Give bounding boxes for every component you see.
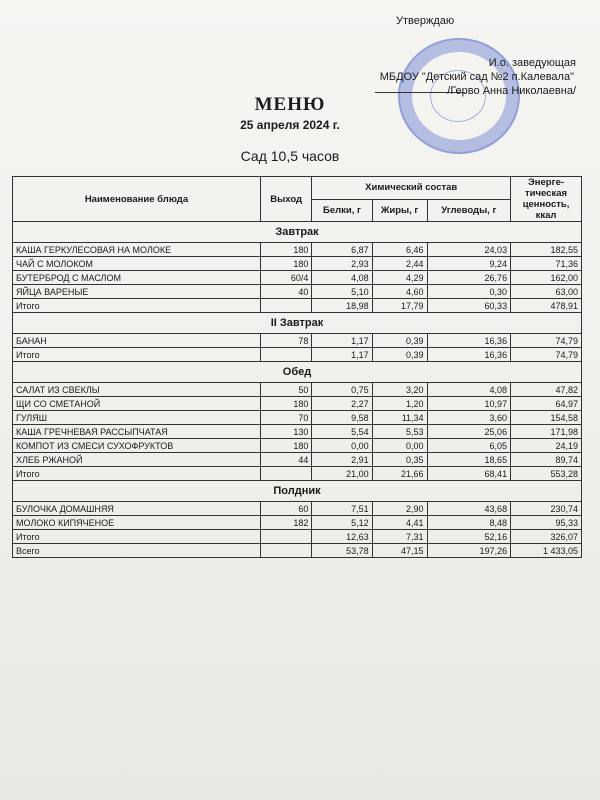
dish-carbs: 9,24 (427, 257, 511, 271)
table-row (13, 425, 582, 439)
dish-name: БУЛОЧКА ДОМАШНЯЯ (13, 502, 261, 516)
dish-name: БАНАН (13, 334, 261, 348)
section-title: Обед (13, 362, 582, 383)
dish-protein: 9,58 (312, 411, 372, 425)
dish-name: КАША ГЕРКУЛЕСОВАЯ НА МОЛОКЕ (13, 243, 261, 257)
dish-fat: 0,39 (372, 334, 427, 348)
table-row (13, 243, 582, 257)
dish-protein: 4,08 (312, 271, 372, 285)
dish-fat: 4,29 (372, 271, 427, 285)
grand-total-row (13, 544, 582, 558)
dish-name: КАША ГРЕЧНЕВАЯ РАССЫПЧАТАЯ (13, 425, 261, 439)
dish-output: 50 (260, 383, 311, 397)
dish-energy: 64,97 (511, 397, 582, 411)
approval-label: Утверждаю (396, 15, 455, 27)
dish-output: 180 (260, 257, 311, 271)
dish-carbs: 25,06 (427, 425, 511, 439)
dish-energy: 171,98 (511, 425, 582, 439)
dish-output: 40 (260, 285, 311, 299)
col-header-fat: Жиры, г (372, 199, 427, 222)
dish-energy: 89,74 (511, 453, 582, 467)
total-energy: 478,91 (511, 299, 582, 313)
dish-carbs: 16,36 (427, 334, 511, 348)
dish-name: ХЛЕБ РЖАНОЙ (13, 453, 261, 467)
dish-protein: 1,17 (312, 334, 372, 348)
table-row (13, 257, 582, 271)
total-carbs: 16,36 (427, 348, 511, 362)
dish-fat: 2,90 (372, 502, 427, 516)
dish-carbs: 3,60 (427, 411, 511, 425)
dish-fat: 0,00 (372, 439, 427, 453)
total-fat: 21,66 (372, 467, 427, 481)
dish-carbs: 43,68 (427, 502, 511, 516)
grand-total-protein: 53,78 (312, 544, 372, 558)
dish-protein: 5,10 (312, 285, 372, 299)
total-output (260, 348, 311, 362)
total-output (260, 530, 311, 544)
total-label: Итого (13, 530, 261, 544)
dish-energy: 63,00 (511, 285, 582, 299)
dish-fat: 1,20 (372, 397, 427, 411)
col-header-energy: Энерге-тическая ценность, ккал (511, 177, 582, 222)
dish-name: БУТЕРБРОД С МАСЛОМ (13, 271, 261, 285)
dish-energy: 71,36 (511, 257, 582, 271)
dish-name: САЛАТ ИЗ СВЕКЛЫ (13, 383, 261, 397)
table-row (13, 383, 582, 397)
dish-protein: 7,51 (312, 502, 372, 516)
table-row (13, 502, 582, 516)
dish-protein: 2,93 (312, 257, 372, 271)
dish-energy: 47,82 (511, 383, 582, 397)
grand-total-output (260, 544, 311, 558)
total-protein: 12,63 (312, 530, 372, 544)
menu-table (12, 176, 582, 558)
table-row (13, 271, 582, 285)
dish-protein: 2,27 (312, 397, 372, 411)
dish-output: 78 (260, 334, 311, 348)
section-title: II Завтрак (13, 313, 582, 334)
group-label: Сад 10,5 часов (240, 148, 340, 164)
dish-output: 70 (260, 411, 311, 425)
dish-name: КОМПОТ ИЗ СМЕСИ СУХОФРУКТОВ (13, 439, 261, 453)
dish-carbs: 6,05 (427, 439, 511, 453)
approval-name: /Герво Анна Николаевна/ (447, 85, 576, 97)
total-carbs: 68,41 (427, 467, 511, 481)
dish-energy: 230,74 (511, 502, 582, 516)
dish-energy: 74,79 (511, 334, 582, 348)
total-output (260, 467, 311, 481)
section-header-row (13, 222, 582, 243)
table-row (13, 516, 582, 530)
total-label: Итого (13, 467, 261, 481)
total-label: Итого (13, 299, 261, 313)
dish-fat: 5,53 (372, 425, 427, 439)
dish-carbs: 26,76 (427, 271, 511, 285)
total-protein: 1,17 (312, 348, 372, 362)
dish-energy: 95,33 (511, 516, 582, 530)
total-fat: 7,31 (372, 530, 427, 544)
col-header-chem: Химический состав (312, 177, 511, 200)
total-row (13, 530, 582, 544)
dish-output: 130 (260, 425, 311, 439)
dish-output: 180 (260, 439, 311, 453)
dish-output: 182 (260, 516, 311, 530)
total-energy: 326,07 (511, 530, 582, 544)
menu-date: 25 апреля 2024 г. (240, 118, 340, 132)
total-fat: 0,39 (372, 348, 427, 362)
dish-protein: 6,87 (312, 243, 372, 257)
dish-name: ЧАЙ С МОЛОКОМ (13, 257, 261, 271)
dish-carbs: 8,48 (427, 516, 511, 530)
grand-total-fat: 47,15 (372, 544, 427, 558)
col-header-carbs: Углеводы, г (427, 199, 511, 222)
dish-carbs: 4,08 (427, 383, 511, 397)
dish-name: ЩИ СО СМЕТАНОЙ (13, 397, 261, 411)
approval-position: И.о. заведующая (488, 57, 576, 69)
grand-total-energy: 1 433,05 (511, 544, 582, 558)
dish-fat: 6,46 (372, 243, 427, 257)
dish-energy: 154,58 (511, 411, 582, 425)
dish-fat: 11,34 (372, 411, 427, 425)
col-header-protein: Белки, г (312, 199, 372, 222)
total-protein: 21,00 (312, 467, 372, 481)
section-header-row (13, 481, 582, 502)
dish-name: МОЛОКО КИПЯЧЕНОЕ (13, 516, 261, 530)
dish-carbs: 10,97 (427, 397, 511, 411)
dish-fat: 3,20 (372, 383, 427, 397)
dish-output: 180 (260, 397, 311, 411)
dish-protein: 0,75 (312, 383, 372, 397)
total-carbs: 60,33 (427, 299, 511, 313)
total-row (13, 348, 582, 362)
col-header-output: Выход (260, 177, 311, 222)
total-label: Итого (13, 348, 261, 362)
total-row (13, 467, 582, 481)
dish-name: ЯЙЦА ВАРЕНЫЕ (13, 285, 261, 299)
dish-fat: 0,35 (372, 453, 427, 467)
dish-protein: 5,54 (312, 425, 372, 439)
dish-carbs: 18,65 (427, 453, 511, 467)
document-title: МЕНЮ (254, 94, 326, 115)
approval-org: МБДОУ "Детский сад №2 п.Калевала" (379, 71, 574, 83)
col-header-name: Наименование блюда (13, 177, 261, 222)
dish-protein: 0,00 (312, 439, 372, 453)
dish-fat: 4,41 (372, 516, 427, 530)
dish-output: 60/4 (260, 271, 311, 285)
table-row (13, 411, 582, 425)
menu-body (13, 222, 582, 558)
section-header-row (13, 313, 582, 334)
dish-protein: 2,91 (312, 453, 372, 467)
section-title: Завтрак (13, 222, 582, 243)
dish-energy: 24,19 (511, 439, 582, 453)
dish-output: 44 (260, 453, 311, 467)
signature-line (375, 92, 465, 93)
total-output (260, 299, 311, 313)
dish-carbs: 24,03 (427, 243, 511, 257)
dish-output: 180 (260, 243, 311, 257)
grand-total-label: Всего (13, 544, 261, 558)
dish-energy: 162,00 (511, 271, 582, 285)
dish-carbs: 0,30 (427, 285, 511, 299)
total-energy: 74,79 (511, 348, 582, 362)
table-row (13, 439, 582, 453)
table-row (13, 453, 582, 467)
total-energy: 553,28 (511, 467, 582, 481)
dish-output: 60 (260, 502, 311, 516)
dish-name: ГУЛЯШ (13, 411, 261, 425)
table-row (13, 397, 582, 411)
total-carbs: 52,16 (427, 530, 511, 544)
dish-fat: 2,44 (372, 257, 427, 271)
dish-energy: 182,55 (511, 243, 582, 257)
total-protein: 18,98 (312, 299, 372, 313)
table-row (13, 334, 582, 348)
section-header-row (13, 362, 582, 383)
dish-fat: 4,60 (372, 285, 427, 299)
grand-total-carbs: 197,26 (427, 544, 511, 558)
section-title: Полдник (13, 481, 582, 502)
total-fat: 17,79 (372, 299, 427, 313)
dish-protein: 5,12 (312, 516, 372, 530)
table-row (13, 285, 582, 299)
total-row (13, 299, 582, 313)
